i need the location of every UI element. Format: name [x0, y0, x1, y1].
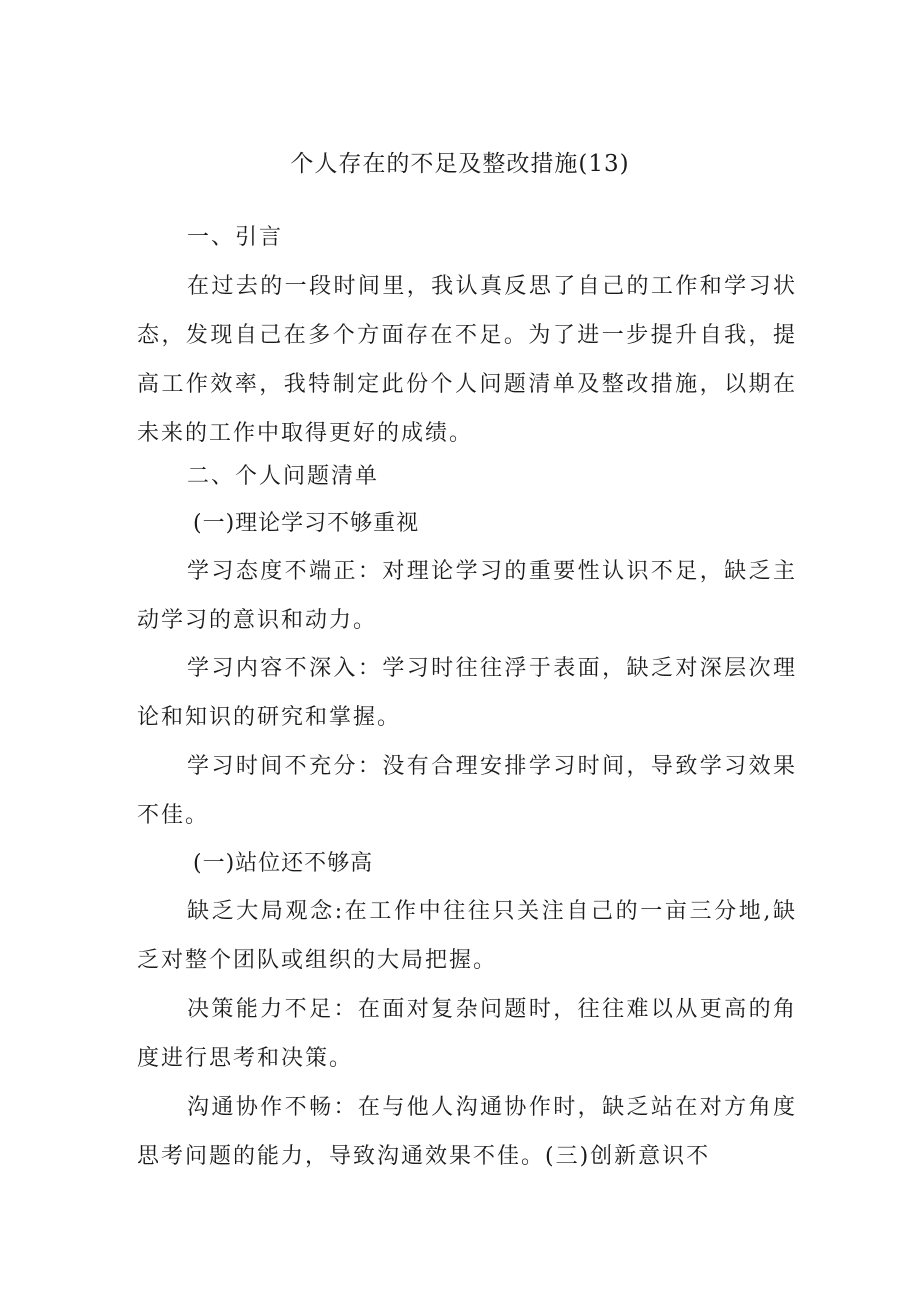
subsection-heading-standpoint: (一)站位还不够高 — [193, 851, 374, 876]
problem-item-communication: 沟通协作不畅：在与他人沟通协作时，缺乏站在对方角度思考问题的能力，导致沟通效果不佳。(三)创新意识不 — [137, 1095, 797, 1169]
problem-item-study-attitude: 学习态度不端正：对理论学习的重要性认识不足，缺乏主动学习的意识和动力。 — [137, 559, 797, 633]
intro-paragraph: 在过去的一段时间里，我认真反思了自己的工作和学习状态，发现自己在多个方面存在不足。为了进一步提升自我，提高工作效率，我特制定此份个人问题清单及整改措施，以期在未来的工作中取得更好的成绩。 — [137, 274, 797, 446]
problem-item-study-time: 学习时间不充分：没有合理安排学习时间，导致学习效果不佳。 — [137, 754, 797, 828]
problem-item-study-content: 学习内容不深入：学习时往往浮于表面，缺乏对深层次理论和知识的研究和掌握。 — [137, 656, 797, 730]
problem-item-big-picture: 缺乏大局观念:在工作中往往只关注自己的一亩三分地,缺乏对整个团队或组织的大局把握。 — [137, 899, 797, 973]
subsection-heading-theory-study: (一)理论学习不够重视 — [193, 511, 420, 536]
section-heading-intro: 一、引言 — [187, 225, 284, 250]
document-title: 个人存在的不足及整改措施(13) — [290, 151, 630, 177]
problem-item-decision-making: 决策能力不足：在面对复杂问题时，往往难以从更高的角度进行思考和决策。 — [137, 997, 797, 1071]
section-heading-problem-list: 二、个人问题清单 — [187, 464, 380, 489]
